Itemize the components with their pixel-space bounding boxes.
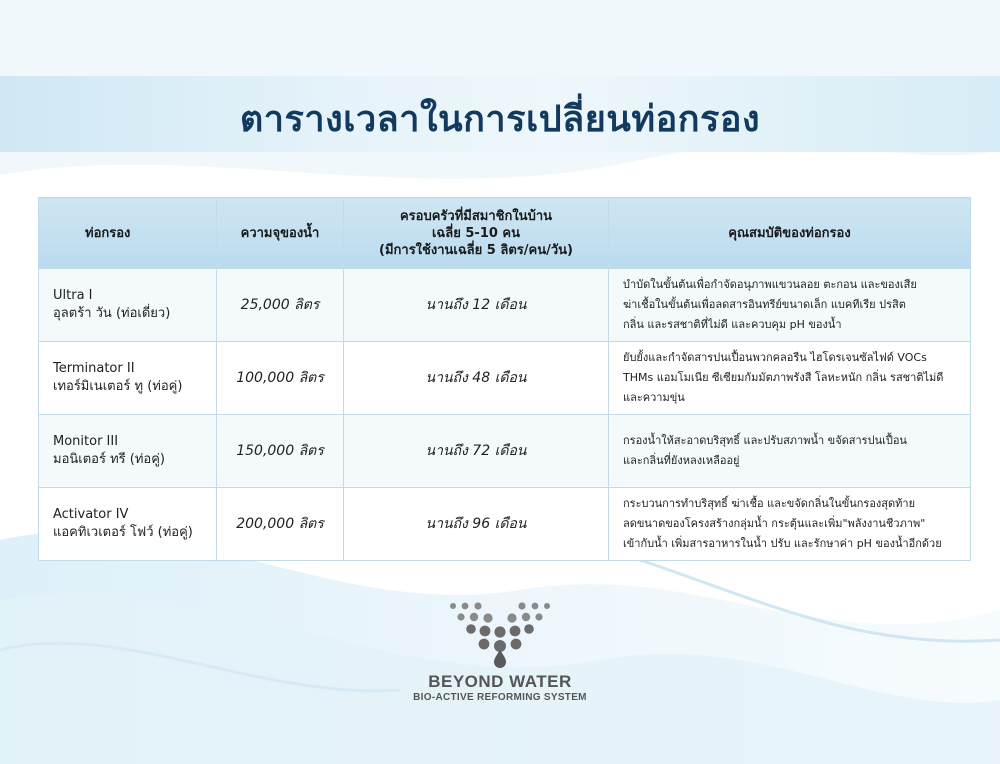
filter-name-th: แอคทิเวเตอร์ โฟว์ (ท่อคู่) <box>53 525 193 540</box>
feature-line: และกลิ่นที่ยังหลงเหลืออยู่ <box>623 454 740 467</box>
header-capacity: ความจุของน้ำ <box>217 198 344 269</box>
table-row <box>39 269 971 342</box>
duration-cell: นานถึง 48 เดือน <box>344 342 609 415</box>
capacity-cell: 100,000 ลิตร <box>217 342 344 415</box>
header-family-line1: ครอบครัวที่มีสมาชิกในบ้าน <box>399 208 553 224</box>
capacity-cell: 150,000 ลิตร <box>217 415 344 488</box>
feature-line: เข้ากับน้ำ เพิ่มสารอาหารในน้ำ ปรับ และรักษาค่า pH ของน้ำอีกด้วย <box>623 537 942 550</box>
feature-line: THMs แอมโมเนีย ซีเซียมกัมมัตภาพรังสี โลหะหนัก กลิ่น รสชาติไม่ดี <box>623 371 944 384</box>
feature-line: ฆ่าเชื้อในขั้นต้นเพื่อลดสารอินทรีย์ขนาดเล็ก แบคทีเรีย ปรสิต <box>623 298 906 311</box>
capacity-cell: 200,000 ลิตร <box>217 488 344 561</box>
feature-line: กรองน้ำให้สะอาดบริสุทธิ์ และปรับสภาพน้ำ ขจัดสารปนเปื้อน <box>623 434 907 447</box>
duration-cell: นานถึง 12 เดือน <box>344 269 609 342</box>
filter-schedule-table <box>38 197 971 561</box>
filter-name-th: เทอร์มิเนเตอร์ ทู (ท่อคู่) <box>53 379 183 394</box>
capacity-cell: 25,000 ลิตร <box>217 269 344 342</box>
duration-cell: นานถึง 72 เดือน <box>344 415 609 488</box>
filter-name-en: Terminator II <box>53 361 135 376</box>
header-family <box>344 198 609 269</box>
filter-name-en: Ultra I <box>53 288 93 303</box>
features-cell <box>609 488 971 561</box>
filter-name-th: อุลตร้า วัน (ท่อเดี่ยว) <box>53 306 171 321</box>
header-family-line2: เฉลี่ย 5-10 คน <box>431 225 521 241</box>
features-cell <box>609 415 971 488</box>
brand-logo <box>380 600 620 720</box>
table-header-row <box>39 198 971 269</box>
feature-line: ยับยั้งและกำจัดสารปนเปื้อนพวกคลอรีน ไฮโดรเจนซัลไฟด์ VOCs <box>623 351 927 364</box>
header-features: คุณสมบัติของท่อกรอง <box>609 198 971 269</box>
droplet-v-icon <box>445 600 555 668</box>
duration-cell: นานถึง 96 เดือน <box>344 488 609 561</box>
feature-line: บำบัดในขั้นต้นเพื่อกำจัดอนุภาพแขวนลอย ตะกอน และของเสีย <box>623 278 917 291</box>
brand-name: BEYOND WATER <box>428 672 572 691</box>
feature-line: และความขุ่น <box>623 391 685 404</box>
header-family-line3: (มีการใช้งานเฉลี่ย 5 ลิตร/คน/วัน) <box>379 242 573 258</box>
table-row <box>39 342 971 415</box>
table-row <box>39 415 971 488</box>
filter-name-th: มอนิเตอร์ ทรี (ท่อคู่) <box>53 452 165 467</box>
header-filter: ท่อกรอง <box>39 198 217 269</box>
feature-line: กลิ่น และรสชาติที่ไม่ดี และควบคุม pH ของน้ำ <box>623 318 842 331</box>
features-cell <box>609 269 971 342</box>
filter-name-cell <box>39 488 217 561</box>
filter-name-en: Monitor III <box>53 434 119 449</box>
title-band <box>0 76 1000 152</box>
feature-line: ลดขนาดของโครงสร้างกลุ่มน้ำ กระตุ้นและเพิ่ม"พลังงานชีวภาพ" <box>623 517 926 530</box>
table-row <box>39 488 971 561</box>
page-title: ตารางเวลาในการเปลี่ยนท่อกรอง <box>239 99 761 140</box>
filter-name-cell <box>39 269 217 342</box>
features-cell <box>609 342 971 415</box>
filter-name-cell <box>39 342 217 415</box>
feature-line: กระบวนการทำบริสุทธิ์ ฆ่าเชื้อ และขจัดกลิ่นในขั้นกรองสุดท้าย <box>623 497 916 510</box>
filter-name-en: Activator IV <box>53 507 129 522</box>
brand-tagline: BIO-ACTIVE REFORMING SYSTEM <box>413 692 587 703</box>
filter-name-cell <box>39 415 217 488</box>
